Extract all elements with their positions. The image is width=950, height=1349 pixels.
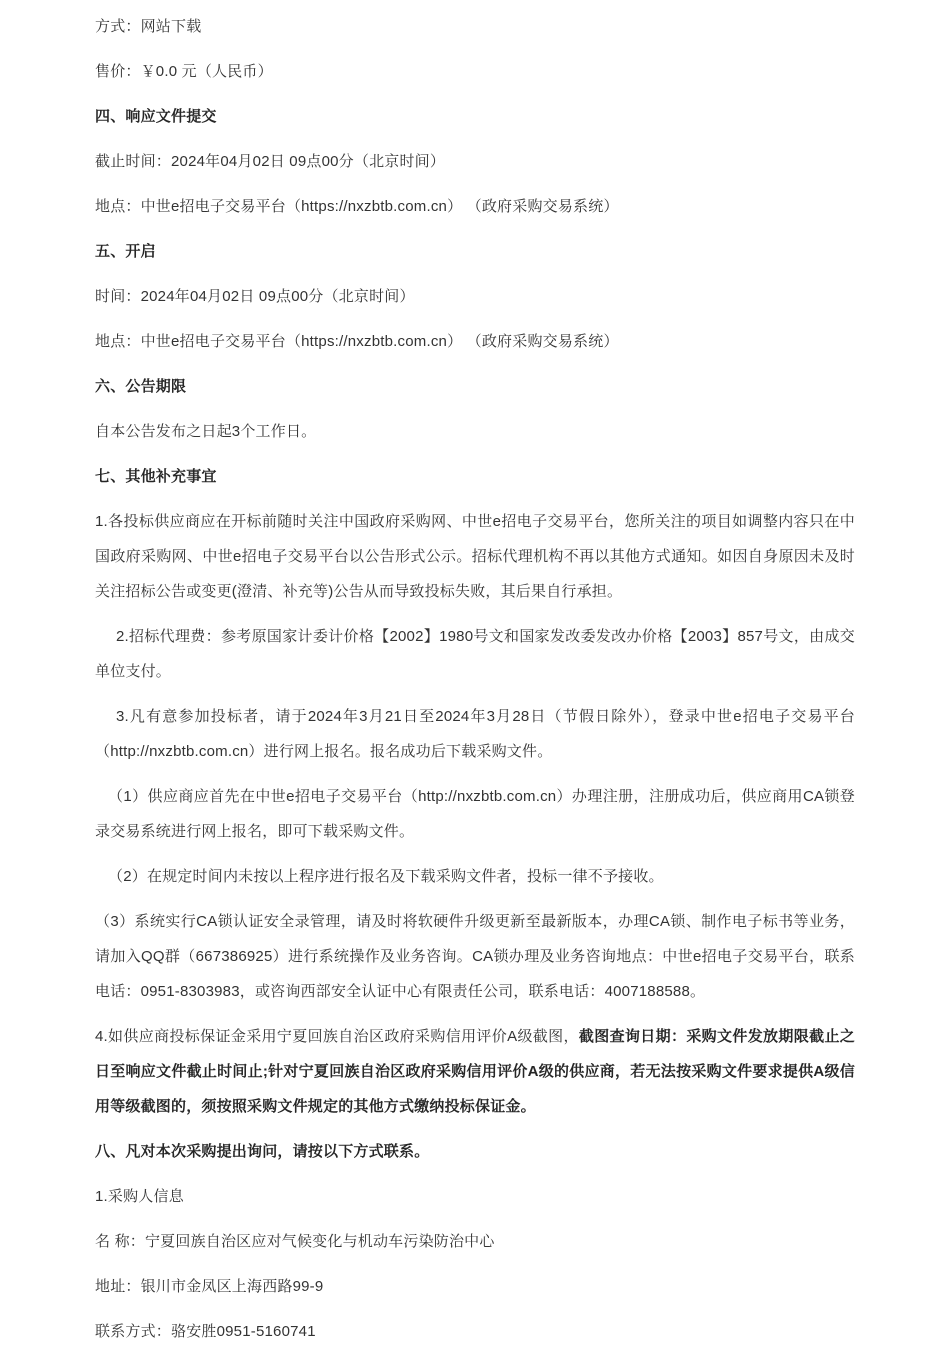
note-3-sub-2-rejection-rule: （2）在规定时间内未按以上程序进行报名及下载采购文件者，投标一律不予接收。 xyxy=(108,868,664,885)
section-7-heading-other-matters: 七、其他补充事宜 xyxy=(95,468,217,485)
other-matters-note-4-bid-bond xyxy=(95,1019,855,1124)
section-6-heading-announcement-period: 六、公告期限 xyxy=(95,378,187,395)
section-4-heading-response-submission: 四、响应文件提交 xyxy=(95,108,217,125)
file-obtain-method-line: 方式：网站下载 xyxy=(95,18,202,35)
announcement-period-line: 自本公告发布之日起3个工作日。 xyxy=(95,423,317,440)
other-matters-note-2-agency-fee: 2.招标代理费：参考原国家计委计价格【2002】1980号文和国家发改委发改办价格【2003】857号文，由成交单位支付。 xyxy=(95,628,855,680)
submission-deadline-line: 截止时间：2024年04月02日 09点00分（北京时间） xyxy=(95,153,446,170)
note-3-sub-3-ca-lock-info: （3）系统实行CA锁认证安全录管理，请及时将软硬件升级更新至最新版本，办理CA锁、制作电子标书等业务，请加入QQ群（667386925）进行系统操作及业务咨询。CA锁办理及业务咨询地点：中世e招电子交易平台，联系电话：0951-8303983，或咨询西部安全认证中心有限责任公司，联系电话：4007188588。 xyxy=(95,913,855,1000)
other-matters-note-1: 1.各投标供应商应在开标前随时关注中国政府采购网、中世e招电子交易平台，您所关注的项目如调整内容只在中国政府采购网、中世e招电子交易平台以公告形式公示。招标代理机构不再以其他方式通知。如因自身原因未及时关注招标公告或变更(澄清、补充等)公告从而导致投标失败，其后果自行承担。 xyxy=(95,513,855,600)
opening-location-line: 地点：中世e招电子交易平台（https://nxzbtb.com.cn） （政府采购交易系统） xyxy=(95,333,619,350)
purchaser-contact-line: 联系方式：骆安胜0951-5160741 xyxy=(95,1323,316,1340)
submission-location-line: 地点：中世e招电子交易平台（https://nxzbtb.com.cn） （政府采购交易系统） xyxy=(95,198,619,215)
opening-time-line: 时间：2024年04月02日 09点00分（北京时间） xyxy=(95,288,415,305)
note-3-sub-1-register-platform: （1）供应商应首先在中世e招电子交易平台（http://nxzbtb.com.cn）办理注册，注册成功后，供应商用CA锁登录交易系统进行网上报名，即可下载采购文件。 xyxy=(95,788,855,840)
note-4-bold-text: 截图查询日期：采购文件发放期限截止之日至响应文件截止时间止;针对宁夏回族自治区政府采购信用评价A级的供应商，若无法按采购文件要求提供A级信用等级截图的，须按照采购文件规定的其他方式缴纳投标保证金。 xyxy=(95,1028,855,1115)
purchaser-address-line: 地址：银川市金凤区上海西路99-9 xyxy=(95,1278,324,1295)
section-5-heading-opening: 五、开启 xyxy=(95,243,156,260)
note-4-regular-text: 4.如供应商投标保证金采用宁夏回族自治区政府采购信用评价A级截图， xyxy=(95,1028,579,1045)
section-8-heading-inquiry-contact: 八、凡对本次采购提出询问，请按以下方式联系。 xyxy=(95,1143,430,1160)
file-price-line: 售价：￥0.0 元（人民币） xyxy=(95,63,273,80)
other-matters-note-3-registration: 3.凡有意参加投标者，请于2024年3月21日至2024年3月28日（节假日除外），登录中世e招电子交易平台（http://nxzbtb.com.cn）进行网上报名。报名成功后下载采购文件。 xyxy=(95,708,855,760)
purchaser-info-subheading: 1.采购人信息 xyxy=(95,1188,184,1205)
purchaser-name-line: 名 称：宁夏回族自治区应对气候变化与机动车污染防治中心 xyxy=(95,1233,495,1250)
